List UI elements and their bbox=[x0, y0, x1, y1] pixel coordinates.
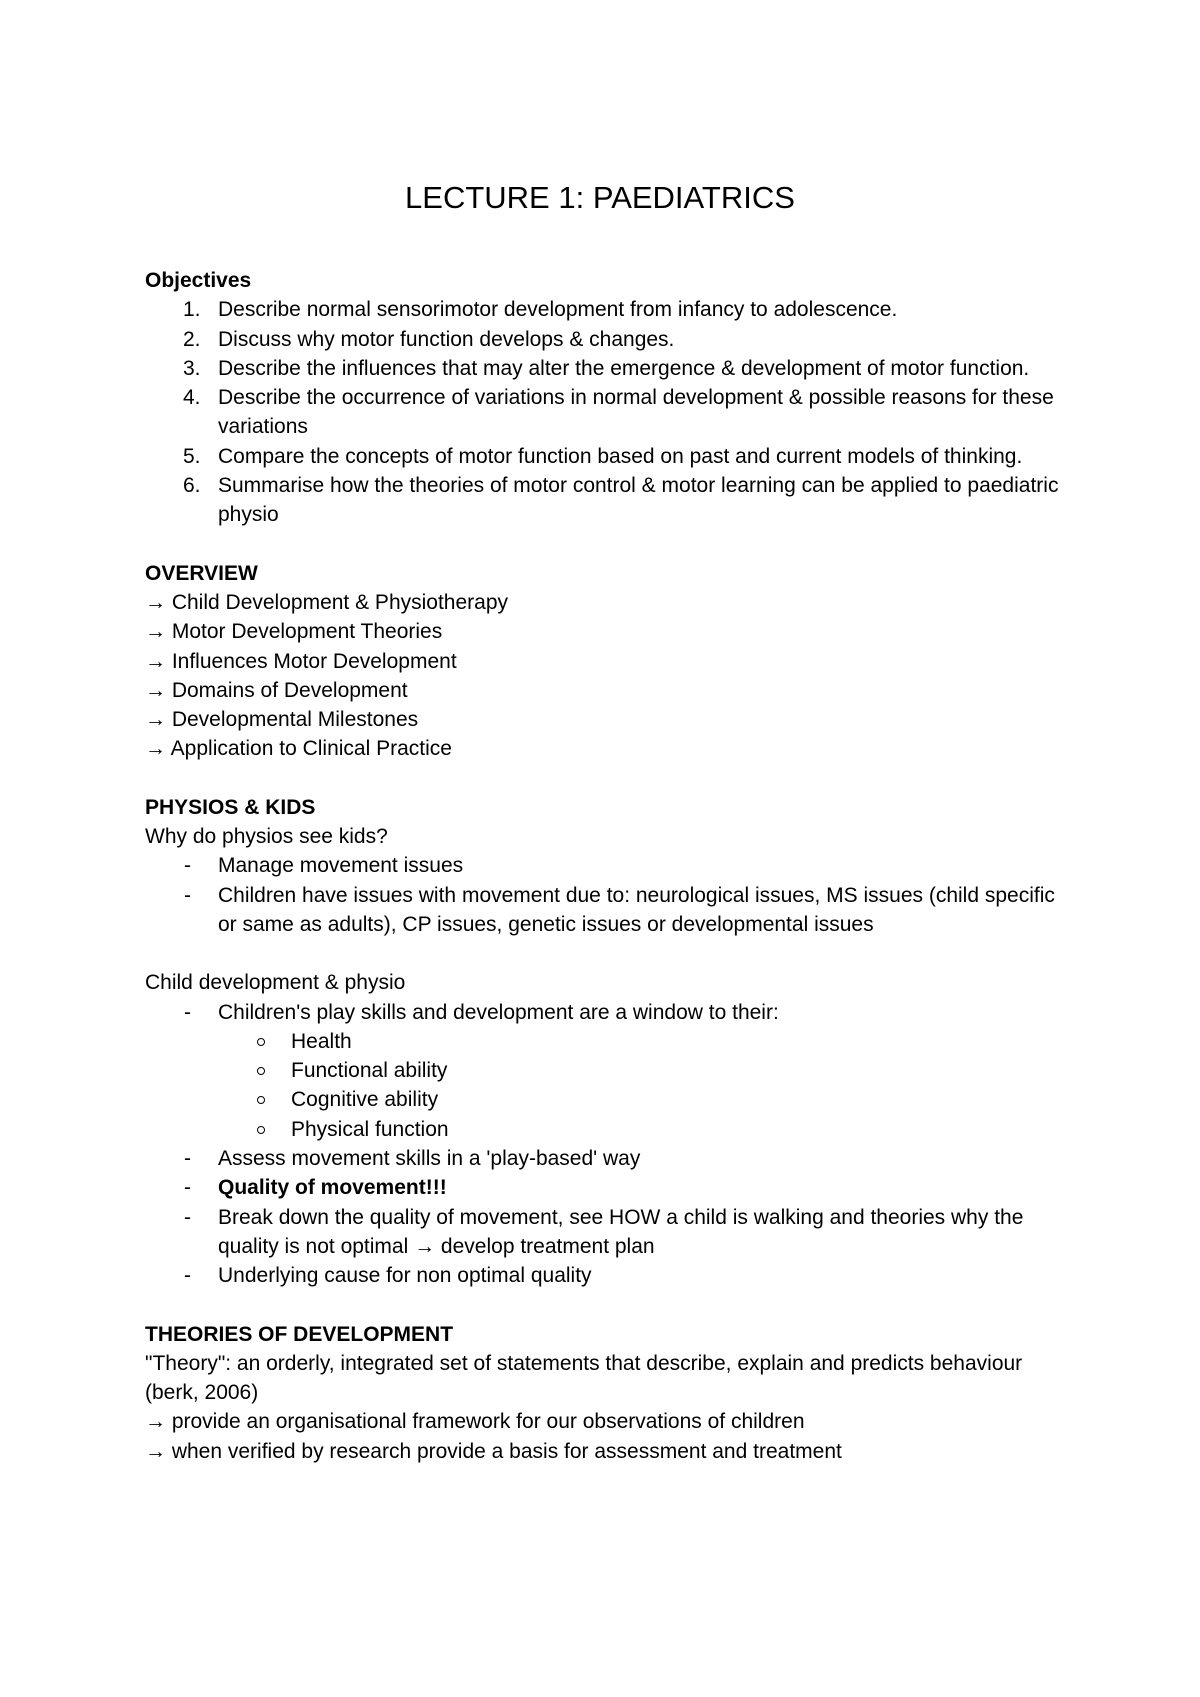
document-body bbox=[145, 266, 1065, 1466]
bullet-text: Children's play skills and development are a window to their: bbox=[218, 1000, 779, 1024]
bullet-item bbox=[145, 1173, 1065, 1202]
dash-marker: - bbox=[184, 1000, 191, 1024]
list-number: 3. bbox=[183, 356, 201, 380]
list-number: 4. bbox=[183, 386, 201, 410]
dash-marker: - bbox=[184, 1205, 191, 1229]
bullet-item bbox=[145, 1261, 1065, 1290]
sub-bullet-text: Cognitive ability bbox=[291, 1088, 439, 1112]
bullet-item bbox=[145, 1203, 1065, 1262]
section-spacer bbox=[145, 1291, 1065, 1320]
section-spacer bbox=[145, 530, 1065, 559]
objective-text: Compare the concepts of motor function based on past and current models of thinking. bbox=[218, 444, 1023, 468]
sub-bullet-text: Health bbox=[291, 1029, 352, 1053]
list-number: 1. bbox=[183, 298, 201, 322]
list-number: 6. bbox=[183, 474, 201, 498]
overview-item: → Developmental Milestones bbox=[145, 708, 419, 732]
bullet-item bbox=[145, 998, 1065, 1027]
objective-text: Describe the influences that may alter the emergence & development of motor function. bbox=[218, 356, 1030, 380]
overview-heading: OVERVIEW bbox=[145, 561, 258, 585]
objective-text: Describe normal sensorimotor development from infancy to adolescence. bbox=[218, 298, 898, 322]
sub-bullet-text: Physical function bbox=[291, 1117, 449, 1141]
circle-bullet-icon bbox=[257, 1096, 265, 1104]
bullet-text: Break down the quality of movement, see HOW a child is walking and theories why the quality is not optimal → develop treatment plan bbox=[218, 1205, 1024, 1258]
objective-item bbox=[145, 295, 1065, 324]
overview-item: → Influences Motor Development bbox=[145, 649, 457, 673]
document-title: LECTURE 1: PAEDIATRICS bbox=[405, 180, 795, 215]
section-spacer bbox=[145, 764, 1065, 793]
objective-text: Summarise how the theories of motor control & motor learning can be applied to paediatric physio bbox=[218, 474, 1059, 527]
objective-item bbox=[145, 383, 1065, 442]
sub-bullet-item bbox=[145, 1027, 1065, 1056]
dash-marker: - bbox=[184, 1147, 191, 1171]
objective-item bbox=[145, 442, 1065, 471]
objectives-heading: Objectives bbox=[145, 269, 252, 292]
dash-marker: - bbox=[184, 1264, 191, 1288]
bullet-text-emphasis: Quality of movement!!! bbox=[218, 1176, 447, 1200]
overview-item: → Domains of Development bbox=[145, 678, 408, 702]
theory-point: → provide an organisational framework for our observations of children bbox=[145, 1410, 805, 1434]
physios-kids-heading: PHYSIOS & KIDS bbox=[145, 795, 316, 819]
circle-bullet-icon bbox=[257, 1067, 265, 1075]
list-number: 5. bbox=[183, 444, 201, 468]
physios-kids-question: Why do physios see kids? bbox=[145, 825, 388, 849]
objective-item bbox=[145, 325, 1065, 354]
dash-marker: - bbox=[184, 854, 191, 878]
objective-item bbox=[145, 354, 1065, 383]
objective-text: Describe the occurrence of variations in normal development & possible reasons for these variations bbox=[218, 386, 1054, 439]
objective-item bbox=[145, 471, 1065, 530]
objective-text: Discuss why motor function develops & changes. bbox=[218, 327, 675, 351]
theory-definition: "Theory": an orderly, integrated set of statements that describe, explain and predicts behaviour (berk, 2006) bbox=[145, 1351, 1023, 1405]
overview-item: → Motor Development Theories bbox=[145, 620, 443, 644]
dash-marker: - bbox=[184, 883, 191, 907]
circle-bullet-icon bbox=[257, 1038, 265, 1046]
circle-bullet-icon bbox=[257, 1126, 265, 1134]
sub-bullet-item bbox=[145, 1085, 1065, 1114]
paragraph-spacer bbox=[145, 939, 1065, 968]
overview-list bbox=[145, 588, 1065, 764]
bullet-text: Assess movement skills in a 'play-based' way bbox=[218, 1147, 641, 1171]
bullet-text: Children have issues with movement due to: neurological issues, MS issues (child specific or same as adults), CP issues, genetic issues or developmental issues bbox=[218, 883, 1055, 936]
sub-bullet-text: Functional ability bbox=[291, 1059, 448, 1083]
bullet-text: Underlying cause for non optimal quality bbox=[218, 1264, 592, 1288]
overview-item: → Application to Clinical Practice bbox=[145, 737, 452, 761]
overview-item: → Child Development & Physiotherapy bbox=[145, 590, 509, 614]
sub-bullet-item bbox=[145, 1115, 1065, 1144]
bullet-item bbox=[145, 881, 1065, 940]
dash-marker: - bbox=[184, 1176, 191, 1200]
sub-bullet-item bbox=[145, 1056, 1065, 1085]
bullet-item bbox=[145, 1144, 1065, 1173]
theories-heading: THEORIES OF DEVELOPMENT bbox=[145, 1322, 454, 1346]
list-number: 2. bbox=[183, 327, 201, 351]
theory-point: → when verified by research provide a basis for assessment and treatment bbox=[145, 1439, 842, 1463]
child-development-subheading: Child development & physio bbox=[145, 971, 406, 995]
bullet-text: Manage movement issues bbox=[218, 854, 464, 878]
objectives-list bbox=[145, 295, 1065, 529]
bullet-item bbox=[145, 851, 1065, 880]
